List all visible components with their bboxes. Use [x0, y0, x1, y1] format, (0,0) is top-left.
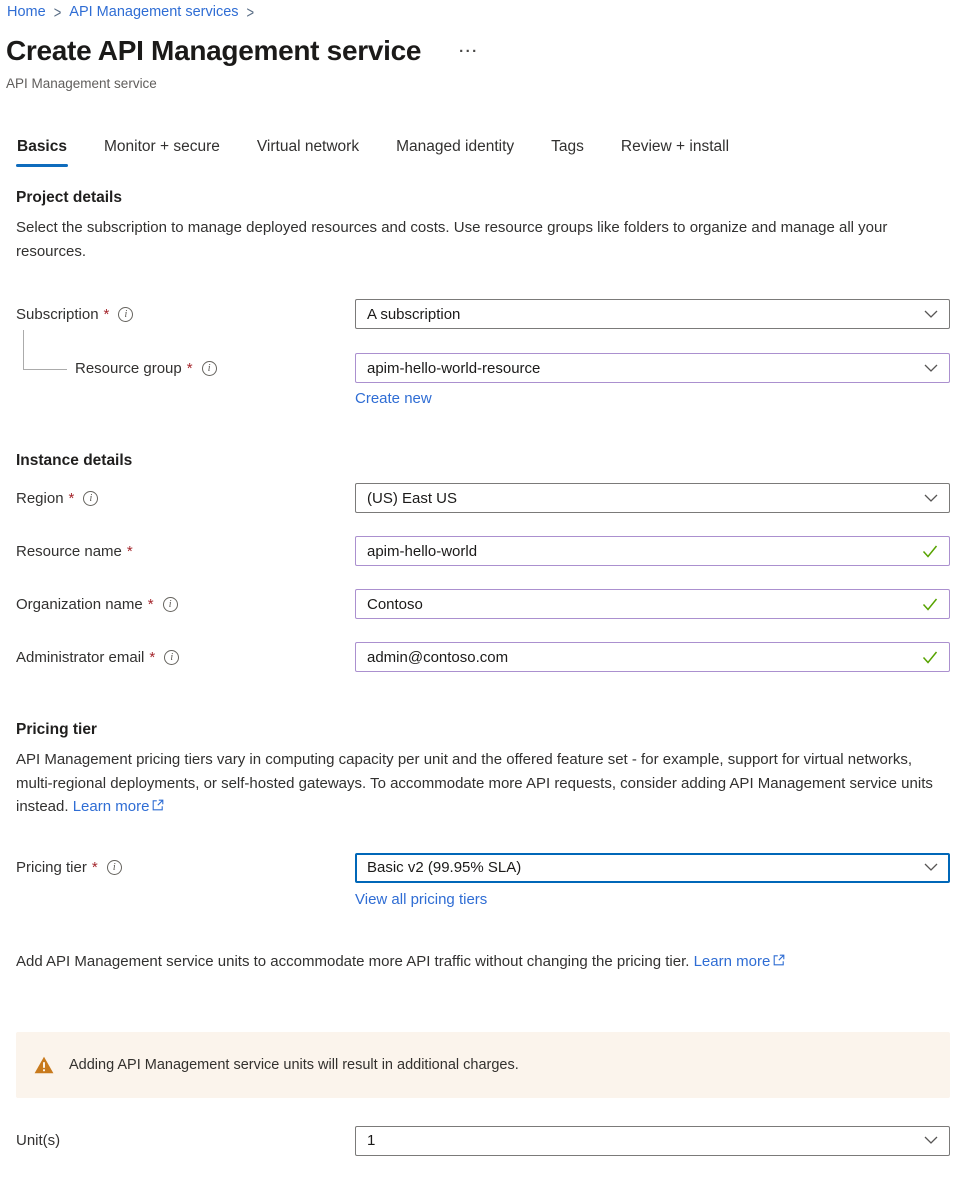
valid-check-icon: [922, 598, 938, 611]
required-marker: *: [68, 489, 75, 507]
page-title: Create API Management service: [6, 35, 422, 66]
chevron-down-icon: [924, 863, 938, 872]
info-icon[interactable]: [164, 650, 179, 665]
hierarchy-connector: [23, 330, 67, 370]
breadcrumb: [7, 0, 950, 20]
units-label: Unit(s): [16, 1132, 61, 1149]
pricing-learn-more-link[interactable]: Learn more: [73, 798, 165, 815]
pricing-tier-label: Pricing tier: [16, 859, 87, 876]
tab-managed-identity[interactable]: Managed identity: [396, 138, 515, 155]
resource-group-row: [16, 353, 950, 383]
organization-name-input[interactable]: [355, 589, 950, 619]
units-dropdown[interactable]: [355, 1126, 950, 1156]
tab-review-install[interactable]: Review + install: [620, 138, 730, 155]
organization-name-value: Contoso: [367, 595, 423, 613]
subscription-row: [16, 299, 950, 329]
pricing-tier-description: [16, 748, 946, 819]
create-new-resource-group-link[interactable]: Create new: [355, 390, 432, 407]
tab-basics[interactable]: Basics: [16, 138, 68, 167]
required-marker: *: [103, 305, 110, 323]
resource-name-input[interactable]: [355, 536, 950, 566]
more-options-button[interactable]: ···: [459, 43, 479, 60]
pricing-description-text: API Management pricing tiers vary in computing capacity per unit and the offered feature set - for example, support for virtual networks, multi-regional deployments, or self-hosted gateways. To accommodate more API requests, consider adding API Management service units instead.: [16, 751, 933, 815]
breadcrumb-separator: >: [246, 2, 255, 22]
breadcrumb-apim-services-link[interactable]: API Management services: [69, 4, 239, 20]
required-marker: *: [147, 595, 154, 613]
warning-icon: [34, 1056, 54, 1074]
administrator-email-row: [16, 642, 950, 672]
resource-group-label: Resource group: [75, 359, 182, 377]
chevron-down-icon: [924, 310, 938, 319]
project-details-description: Select the subscription to manage deployed resources and costs. Use resource groups like folders to organize and manage all your resources.: [16, 219, 888, 260]
view-all-pricing-tiers-link[interactable]: View all pricing tiers: [355, 890, 488, 908]
project-details-heading: Project details: [16, 189, 122, 206]
info-icon[interactable]: [107, 860, 122, 875]
administrator-email-label: Administrator email: [16, 648, 145, 666]
subscription-value: A subscription: [367, 305, 461, 323]
subscription-dropdown[interactable]: [355, 299, 950, 329]
tab-virtual-network[interactable]: Virtual network: [256, 138, 360, 155]
region-label: Region: [16, 489, 64, 507]
region-row: [16, 483, 950, 513]
wizard-tabs: [16, 138, 950, 167]
administrator-email-value: admin@contoso.com: [367, 648, 509, 666]
resource-group-value: apim-hello-world-resource: [367, 359, 541, 377]
units-learn-more-link[interactable]: Learn more: [694, 953, 786, 970]
subscription-label: Subscription: [16, 305, 99, 323]
organization-name-label: Organization name: [16, 595, 143, 613]
required-marker: *: [91, 859, 98, 876]
breadcrumb-home-link[interactable]: Home: [7, 4, 46, 20]
pricing-tier-row: [16, 853, 950, 883]
tab-monitor-secure[interactable]: Monitor + secure: [103, 138, 220, 155]
chevron-down-icon: [924, 1136, 938, 1145]
units-note-text: Add API Management service units to accommodate more API traffic without changing the pricing tier.: [16, 952, 690, 970]
external-link-icon: [152, 799, 164, 811]
required-marker: *: [126, 542, 133, 560]
breadcrumb-separator: >: [53, 2, 62, 22]
tab-tags[interactable]: Tags: [551, 138, 584, 155]
warning-text: Adding API Management service units will result in additional charges.: [69, 1056, 519, 1073]
required-marker: *: [149, 648, 156, 666]
units-value: 1: [367, 1132, 376, 1149]
region-value: (US) East US: [367, 489, 458, 507]
units-row: [16, 1126, 950, 1156]
pricing-tier-dropdown[interactable]: [355, 853, 950, 883]
units-note: [16, 953, 950, 970]
instance-details-heading: Instance details: [16, 452, 133, 469]
pricing-tier-value: Basic v2 (99.95% SLA): [367, 859, 522, 876]
resource-name-label: Resource name: [16, 542, 122, 560]
info-icon[interactable]: [83, 491, 98, 506]
administrator-email-input[interactable]: [355, 642, 950, 672]
required-marker: *: [186, 359, 193, 377]
pricing-tier-heading: Pricing tier: [16, 721, 97, 738]
valid-check-icon: [922, 545, 938, 558]
region-dropdown[interactable]: [355, 483, 950, 513]
info-icon[interactable]: [118, 307, 133, 322]
chevron-down-icon: [924, 494, 938, 503]
warning-banner: [16, 1032, 950, 1098]
resource-name-value: apim-hello-world: [367, 542, 478, 560]
resource-group-dropdown[interactable]: [355, 353, 950, 383]
organization-name-row: [16, 589, 950, 619]
valid-check-icon: [922, 651, 938, 664]
info-icon[interactable]: [202, 361, 217, 376]
external-link-icon: [773, 954, 785, 966]
chevron-down-icon: [924, 364, 938, 373]
page-subtitle: API Management service: [6, 76, 157, 91]
resource-name-row: [16, 536, 950, 566]
info-icon[interactable]: [163, 597, 178, 612]
